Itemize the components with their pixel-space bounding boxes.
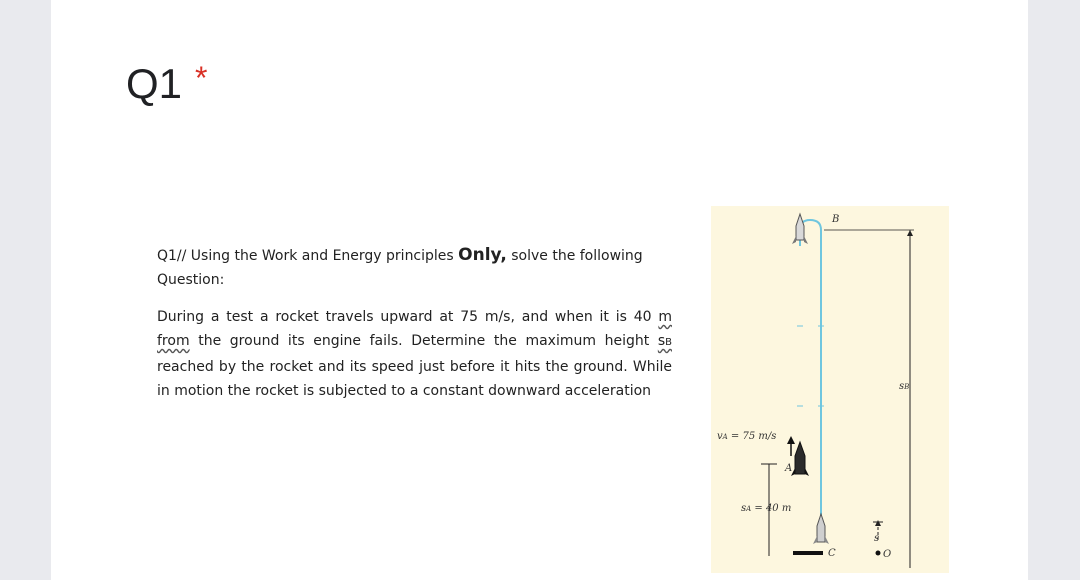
question-heading-suffix: solve the following: [506, 248, 643, 264]
question-body-underlined-from: from: [157, 333, 190, 349]
label-va: vA = 75 m/s: [717, 431, 777, 442]
question-body-part3: reached by the rocket and its speed just before it hits the ground. While in motion the rocket is subjected to a constant downward acceleration: [157, 359, 672, 399]
label-sa: sA = 40 m: [741, 503, 792, 514]
rocket-figure: [711, 206, 949, 573]
question-heading: [157, 243, 672, 268]
question-body-part1: During a test a rocket travels upward at 75 m/s, and when it is 40: [157, 309, 659, 325]
label-b: B: [832, 214, 840, 225]
label-s: s: [874, 533, 880, 544]
question-heading-bold: Only,: [458, 245, 507, 265]
label-sb: sB: [899, 381, 910, 392]
rocket-top-icon: [792, 214, 808, 244]
rocket-c-icon: [813, 514, 829, 544]
question-body-underlined-sb: [658, 333, 672, 349]
question-body-part2: the ground its engine fails. Determine the maximum height: [189, 333, 658, 349]
question-body-sb-sub: B: [665, 337, 672, 348]
required-asterisk: *: [195, 60, 208, 96]
question-heading-line2: Question:: [157, 272, 225, 288]
label-c: C: [828, 548, 836, 559]
question-body-underlined-m: m: [658, 309, 672, 325]
flight-path: [800, 220, 821, 536]
rocket-diagram: [711, 206, 949, 573]
question-heading-prefix: Q1// Using the Work and Energy principles: [157, 248, 459, 264]
label-o: O: [883, 549, 892, 560]
rocket-a-icon: [791, 442, 809, 476]
label-a: A: [785, 463, 793, 474]
question-body: [157, 305, 672, 403]
question-body-sb-s: s: [657, 333, 666, 349]
question-title: Q1: [126, 60, 183, 107]
